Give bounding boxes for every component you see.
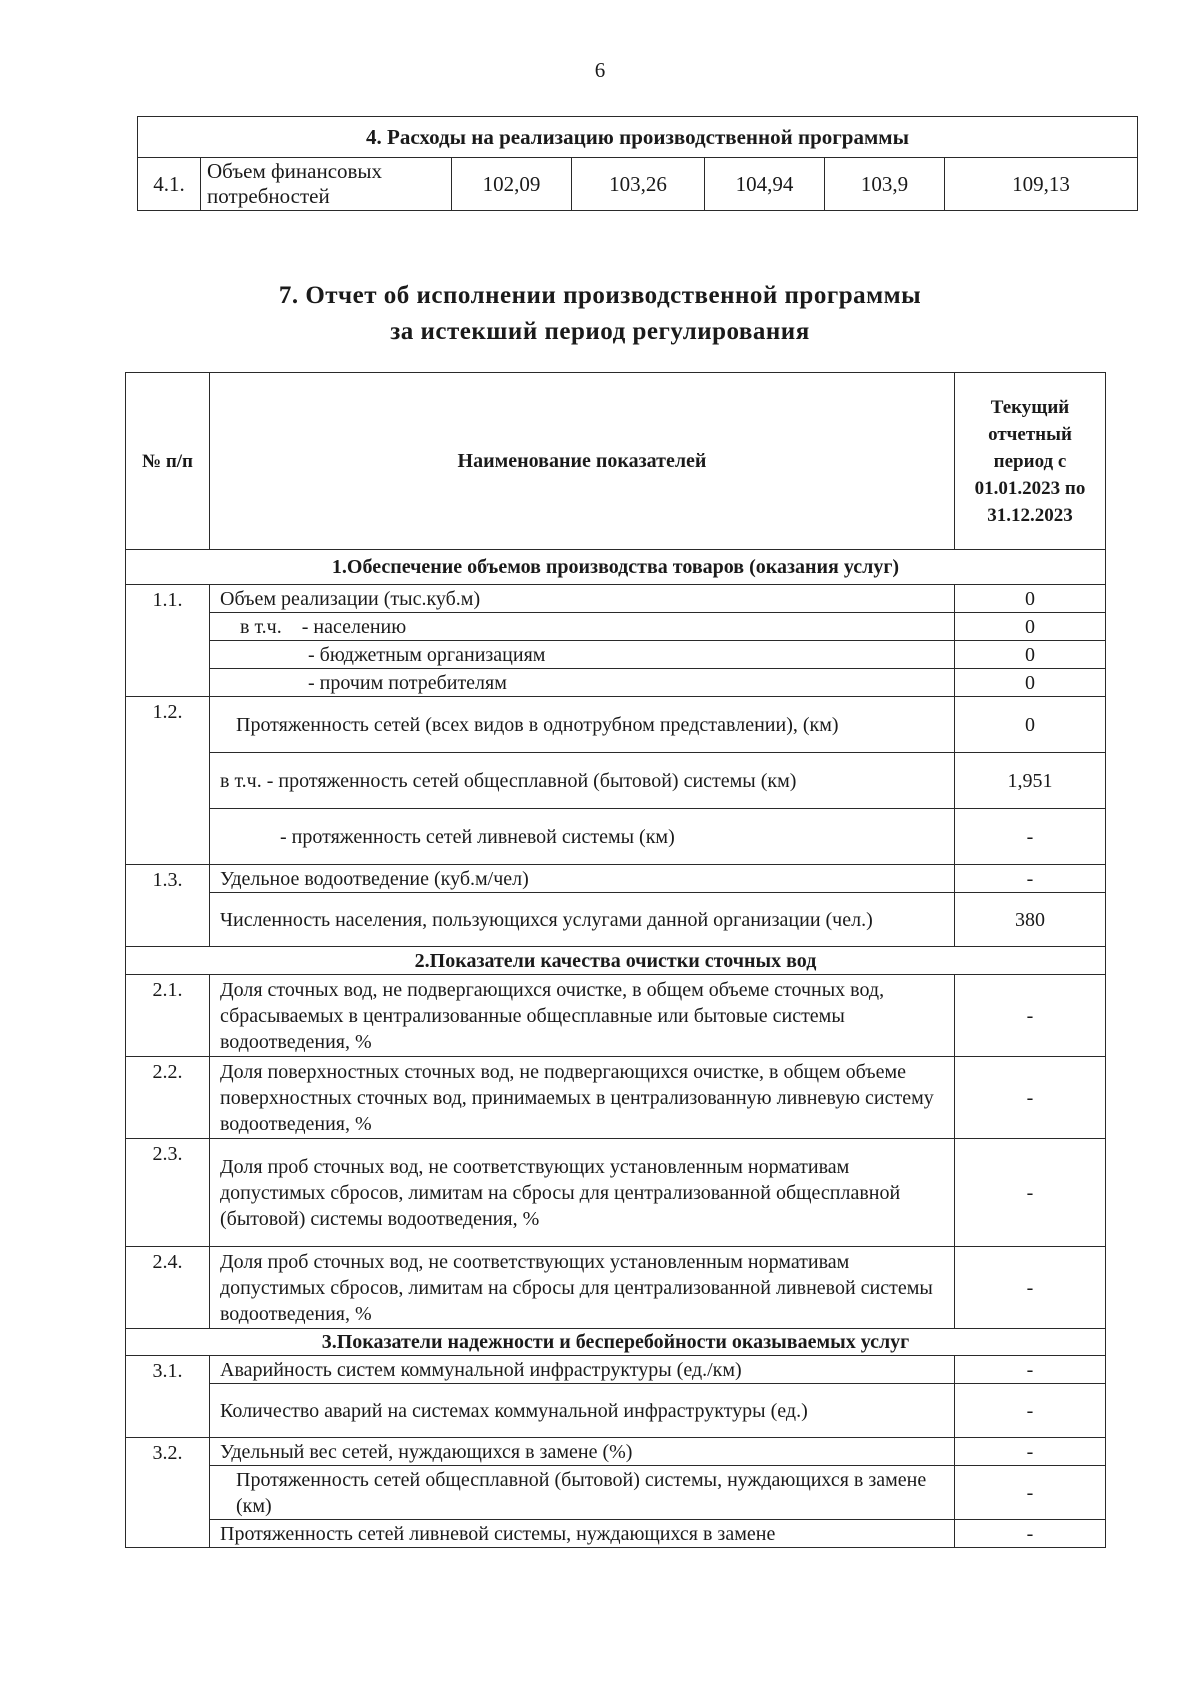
- row-number: 2.1.: [126, 975, 210, 1057]
- table-row: [126, 1520, 1106, 1548]
- section-header-row: [138, 117, 1138, 158]
- row-number: 1.3.: [126, 865, 210, 947]
- row-number: 3.2.: [126, 1438, 210, 1548]
- row-name: Удельное водоотведение (куб.м/чел): [210, 865, 955, 893]
- row-number: 4.1.: [138, 158, 201, 211]
- table-row: [126, 753, 1106, 809]
- row-value: -: [955, 1247, 1106, 1329]
- row-name: Протяженность сетей ливневой системы, нуждающихся в замене: [210, 1520, 955, 1548]
- table-row: [126, 1247, 1106, 1329]
- row-value: -: [955, 1520, 1106, 1548]
- report-table: [125, 372, 1106, 1548]
- table-row: [126, 641, 1106, 669]
- row-name: - протяженность сетей ливневой системы (км): [210, 809, 955, 865]
- row-value: -: [955, 1139, 1106, 1247]
- row-name: Доля проб сточных вод, не соответствующих установленным нормативам допустимых сбросов, лимитам на сбросы для централизованной общесплавной (бытовой) системы водоотведения, %: [210, 1139, 955, 1247]
- row-value: -: [955, 1384, 1106, 1438]
- row-name: Доля проб сточных вод, не соответствующих установленным нормативам допустимых сбросов, лимитам на сбросы для централизованной ливневой системы водоотведения, %: [210, 1247, 955, 1329]
- table-row: [138, 158, 1138, 211]
- section-title: 1.Обеспечение объемов производства товаров (оказания услуг): [126, 550, 1106, 585]
- row-value: 103,26: [572, 158, 705, 211]
- row-value: 0: [955, 613, 1106, 641]
- table-row: [126, 1057, 1106, 1139]
- row-value: 0: [955, 641, 1106, 669]
- table-row: [126, 1356, 1106, 1384]
- row-name: в т.ч. - протяженность сетей общесплавной (бытовой) системы (км): [210, 753, 955, 809]
- row-value: -: [955, 1057, 1106, 1139]
- section-row: [126, 1329, 1106, 1356]
- row-number: 3.1.: [126, 1356, 210, 1438]
- table-row: [126, 1384, 1106, 1438]
- report-heading-line2: за истекший период регулирования: [390, 318, 810, 345]
- row-value: 102,09: [452, 158, 572, 211]
- section-row: [126, 550, 1106, 585]
- row-value: -: [955, 809, 1106, 865]
- row-value: 380: [955, 893, 1106, 947]
- table-row: [126, 975, 1106, 1057]
- row-value: 109,13: [945, 158, 1138, 211]
- row-name: в т.ч. - населению: [210, 613, 955, 641]
- row-value: -: [955, 1466, 1106, 1520]
- table-row: [126, 613, 1106, 641]
- row-number: 1.1.: [126, 585, 210, 697]
- table-row: [126, 865, 1106, 893]
- table-row: [126, 1466, 1106, 1520]
- row-number: 1.2.: [126, 697, 210, 865]
- row-value: -: [955, 975, 1106, 1057]
- row-name: Доля поверхностных сточных вод, не подвергающихся очистке, в общем объеме поверхностных сточных вод, принимаемых в централизованную ливневую систему водоотведения, %: [210, 1057, 955, 1139]
- section-title: 2.Показатели качества очистки сточных вод: [126, 947, 1106, 975]
- row-name: Аварийность систем коммунальной инфраструктуры (ед./км): [210, 1356, 955, 1384]
- table-header-row: [126, 373, 1106, 550]
- row-number: 2.2.: [126, 1057, 210, 1139]
- row-name: - прочим потребителям: [210, 669, 955, 697]
- table-row: [126, 1139, 1106, 1247]
- row-name: Протяженность сетей общесплавной (бытовой) системы, нуждающихся в замене (км): [210, 1466, 955, 1520]
- section-title: 3.Показатели надежности и бесперебойности оказываемых услуг: [126, 1329, 1106, 1356]
- row-name: Численность населения, пользующихся услугами данной организации (чел.): [210, 893, 955, 947]
- report-heading-line1: 7. Отчет об исполнении производственной программы: [278, 282, 922, 309]
- row-name: Количество аварий на системах коммунальной инфраструктуры (ед.): [210, 1384, 955, 1438]
- row-value: 104,94: [705, 158, 825, 211]
- row-name: - бюджетным организациям: [210, 641, 955, 669]
- page-number: 6: [594, 58, 606, 82]
- row-name: Объем реализации (тыс.куб.м): [210, 585, 955, 613]
- header-period: Текущий отчетный период с 01.01.2023 по 31.12.2023: [955, 373, 1106, 550]
- row-value: 1,951: [955, 753, 1106, 809]
- financial-needs-table: [137, 116, 1138, 211]
- table-row: [126, 809, 1106, 865]
- table-row: [126, 697, 1106, 753]
- header-name: Наименование показателей: [210, 373, 955, 550]
- table-row: [126, 669, 1106, 697]
- row-name: Доля сточных вод, не подвергающихся очистке, в общем объеме сточных вод, сбрасываемых в централизованные общесплавные или бытовые системы водоотведения, %: [210, 975, 955, 1057]
- table-row: [126, 585, 1106, 613]
- report-heading: [0, 278, 1200, 350]
- row-value: 0: [955, 697, 1106, 753]
- row-value: 103,9: [825, 158, 945, 211]
- row-number: 2.4.: [126, 1247, 210, 1329]
- header-num: № п/п: [126, 373, 210, 550]
- row-value: -: [955, 1438, 1106, 1466]
- section-row: [126, 947, 1106, 975]
- table-row: [126, 1438, 1106, 1466]
- row-name: Удельный вес сетей, нуждающихся в замене (%): [210, 1438, 955, 1466]
- row-number: 2.3.: [126, 1139, 210, 1247]
- row-value: -: [955, 865, 1106, 893]
- row-value: -: [955, 1356, 1106, 1384]
- row-value: 0: [955, 669, 1106, 697]
- row-value: 0: [955, 585, 1106, 613]
- table-row: [126, 893, 1106, 947]
- row-name: Протяженность сетей (всех видов в однотрубном представлении), (км): [210, 697, 955, 753]
- section-title: 4. Расходы на реализацию производственной программы: [138, 117, 1138, 158]
- row-name: Объем финансовых потребностей: [201, 158, 452, 211]
